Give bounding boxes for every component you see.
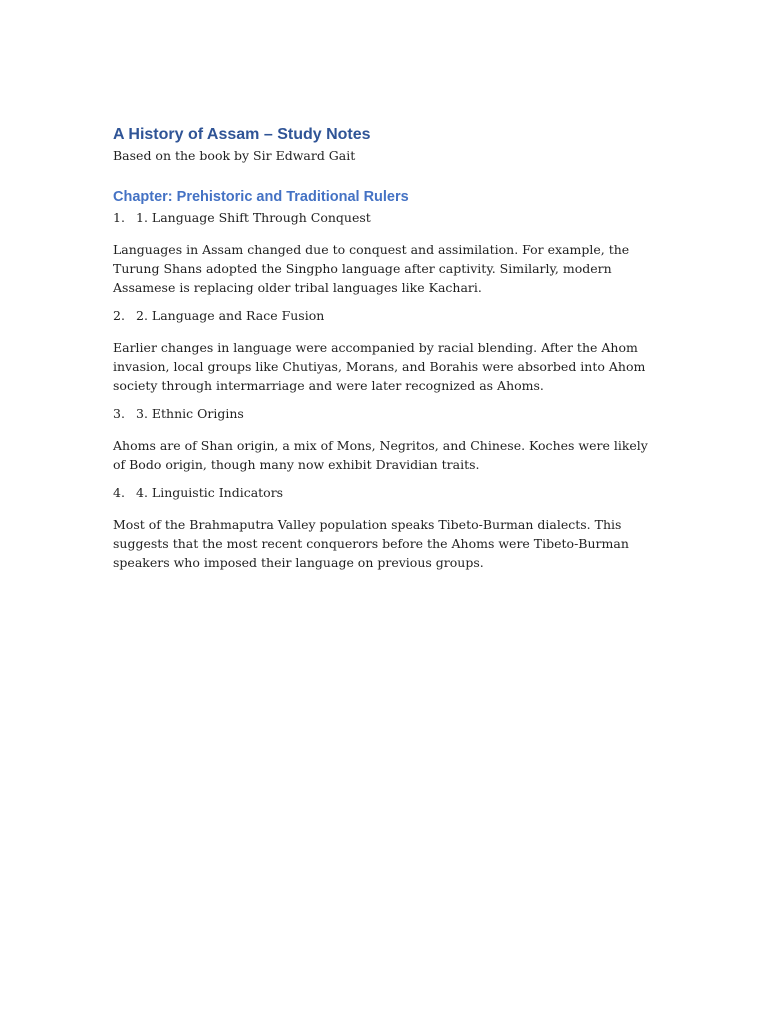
section-body: Ahoms are of Shan origin, a mix of Mons, Negritos, and Chinese. Koches were likely of Bodo origin, though many now exhibit Dravidian traits. xyxy=(113,438,648,472)
section-2 xyxy=(113,307,658,395)
section-title: 2. Language and Race Fusion xyxy=(136,308,325,323)
section-4 xyxy=(113,484,658,572)
section-3 xyxy=(113,405,658,474)
section-heading xyxy=(113,209,658,227)
section-body: Most of the Brahmaputra Valley population speaks Tibeto-Burman dialects. This suggests that the most recent conquerors before the Ahoms were Tibeto-Burman speakers who imposed their language on previous groups. xyxy=(113,517,629,570)
section-heading xyxy=(113,484,658,502)
document-subtitle: Based on the book by Sir Edward Gait xyxy=(113,148,356,163)
section-body: Earlier changes in language were accompanied by racial blending. After the Ahom invasion, local groups like Chutiyas, Morans, and Borahis were absorbed into Ahom society through intermarriage and were later recognized as Ahoms. xyxy=(113,340,646,393)
section-1 xyxy=(113,209,658,297)
list-number: 2. xyxy=(113,308,125,323)
document-title: A History of Assam – Study Notes xyxy=(113,126,371,143)
document-page xyxy=(113,124,658,582)
list-number: 3. xyxy=(113,406,125,421)
chapter-heading: Chapter: Prehistoric and Traditional Rulers xyxy=(113,189,409,205)
section-heading xyxy=(113,307,658,325)
section-title: 4. Linguistic Indicators xyxy=(136,485,284,500)
section-title: 3. Ethnic Origins xyxy=(136,406,244,421)
section-title: 1. Language Shift Through Conquest xyxy=(136,210,371,225)
section-body: Languages in Assam changed due to conquest and assimilation. For example, the Turung Shans adopted the Singpho language after captivity. Similarly, modern Assamese is replacing older tribal languages like Kachari. xyxy=(113,242,630,295)
section-heading xyxy=(113,405,658,423)
list-number: 4. xyxy=(113,485,125,500)
list-number: 1. xyxy=(113,210,125,225)
